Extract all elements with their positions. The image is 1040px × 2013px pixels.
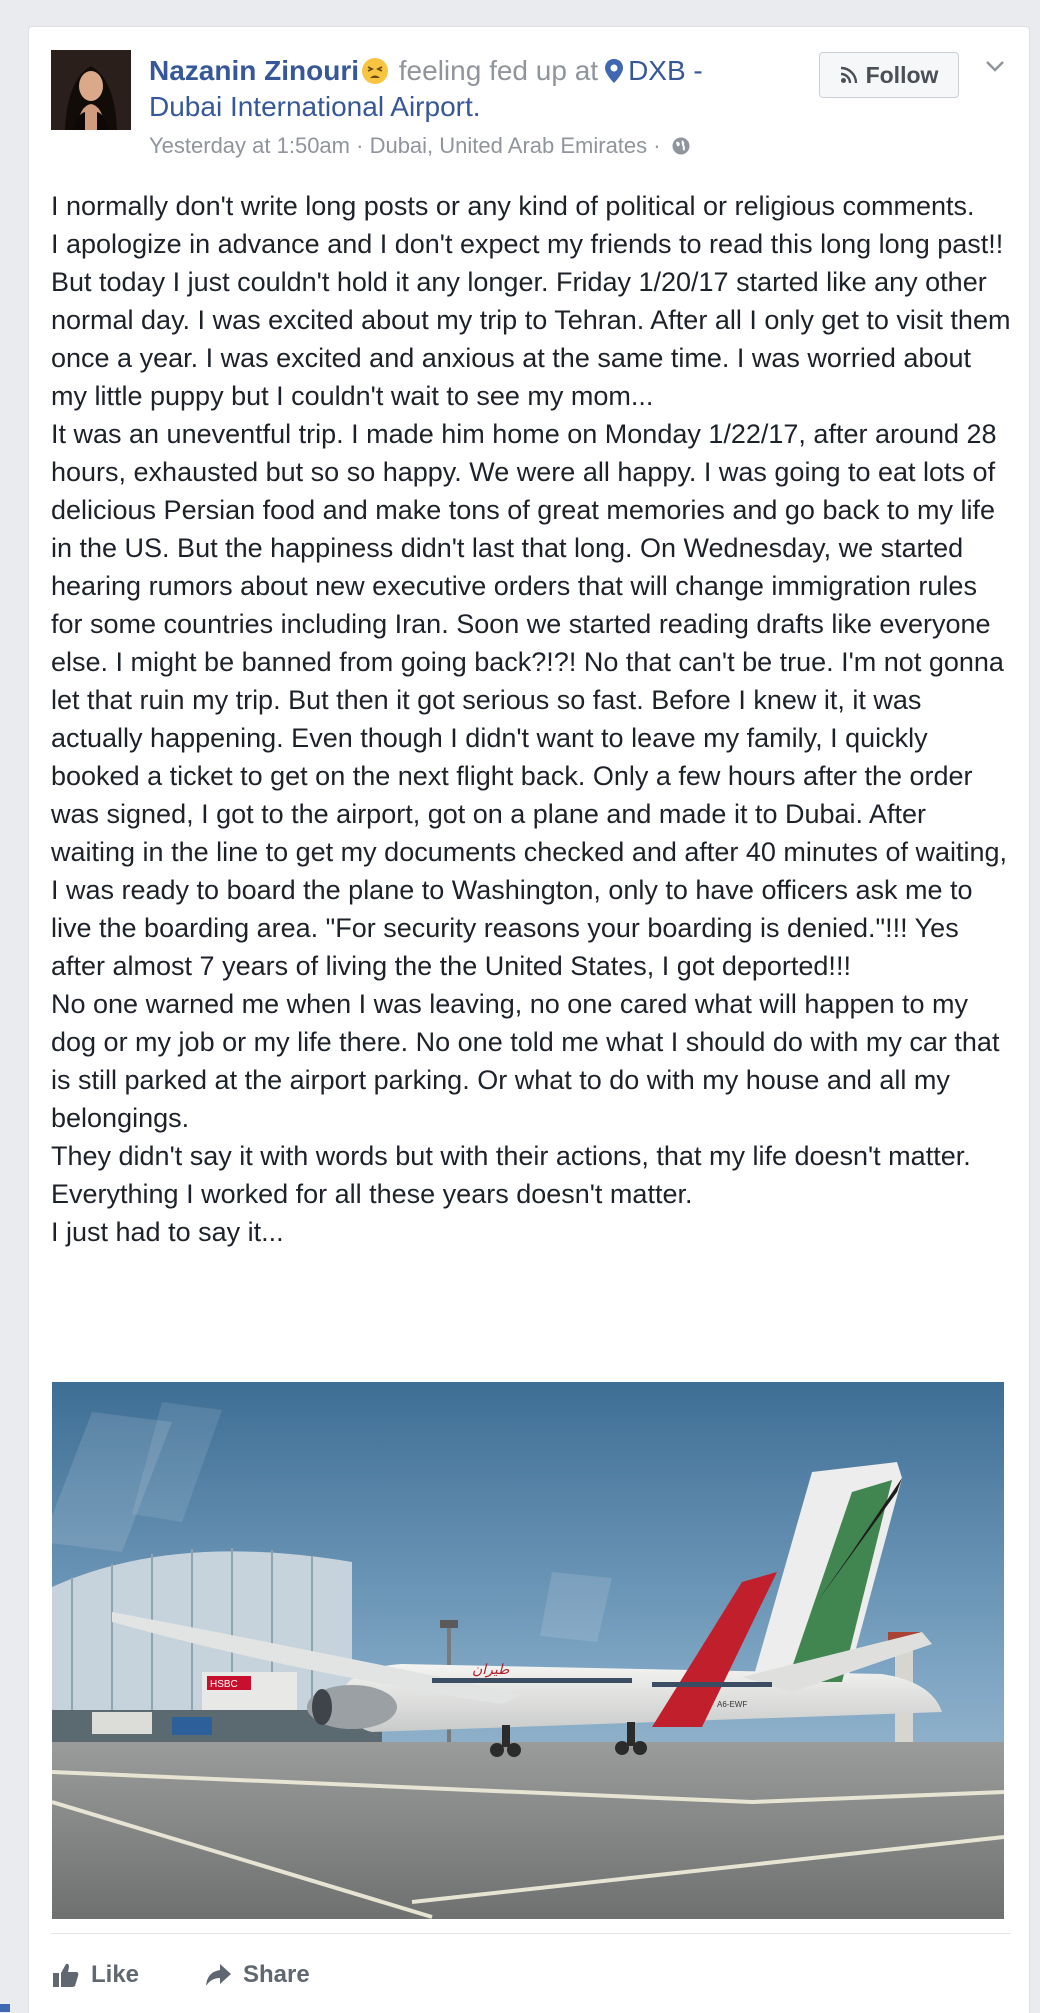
like-label: Like [91,1961,140,1988]
airplane-photo [52,1382,1004,1919]
author-name[interactable]: Nazanin Zinouri [149,55,359,86]
map-pin-icon [604,57,624,83]
rss-icon [840,66,858,84]
post-card [28,26,1030,2013]
svg-text:طيران: طيران [472,1661,510,1677]
share-arrow-icon [203,1960,233,1990]
avatar[interactable] [51,50,131,130]
paragraph: But today I just couldn't hold it any longer. Friday 1/20/17 started like any other normal day. I was excited about my trip to Tehran. After all I only get to visit them once a year. I was excited and anxious at the same time. I was worried about my little puppy but I couldn't wait to see my mom... [51,267,1011,411]
hsbc-sign: HSBC [210,1679,238,1690]
paragraph: I just had to say it... [51,1217,284,1247]
chevron-down-icon[interactable] [983,55,1007,79]
paragraph: No one warned me when I was leaving, no one cared what will happen to my dog or my job or my life there. No one told me what I should do with my car that is still parked at the airport parking. Or what to do with my house and all my belongings. [51,989,1000,1133]
share-label: Share [243,1961,310,1988]
follow-button[interactable] [819,52,959,98]
paragraph: It was an uneventful trip. I made him home on Monday 1/22/17, after around 28 hours, exhausted but so so happy. We were all happy. I was going to eat lots of delicious Persian food and make tons of great memories and go back to my life in the US. But the happiness didn't last that long. On Wednesday, we started hearing rumors about new executive orders that will change immigration rules for some countries including Iran. Soon we started reading drafts like everyone else. I might be banned from going back?!?! No that can't be true. I'm not gonna let that ruin my trip. But then it got serious so fast. Before I knew it, it was actually happening. Even though I didn't want to leave my family, I quickly booked a ticket to get on the next flight back. Only a few hours after the order was signed, I got to the airport, got on a plane and made it to Dubai. After waiting in the line to get my documents checked and after 40 minutes of waiting, I was ready to board the plane to Washington, only to have officers ask me to live the boarding area. "For security reasons your boarding is denied."!!! Yes after almost 7 years of living the the United States, I got deported!!! [51,419,1008,981]
paragraph: I normally don't write long posts or any kind of political or religious comments. [51,191,975,221]
place-link[interactable]: Dubai, United Arab Emirates [369,133,648,158]
post-body [51,187,1011,1251]
aircraft-registration: A6-EWF [717,1700,748,1709]
feeling-text: feeling fed up at [398,55,599,86]
avatar-photo [51,50,131,130]
post-actions [51,1933,1011,2004]
timestamp[interactable]: Yesterday at 1:50am [149,133,350,158]
bottom-accent [0,2004,10,2012]
post-photo[interactable] [52,1382,1004,1919]
follow-label: Follow [865,61,939,88]
share-button[interactable] [203,1960,310,1990]
tired-face-emoji [361,57,389,85]
paragraph: They didn't say it with words but with their actions, that my life doesn't matter. Everything I worked for all these years doesn't matter. [51,1141,971,1209]
meta-separator: · [653,133,661,158]
location-link[interactable]: DXB - Dubai International Airport. [149,55,703,122]
paragraph: I apologize in advance and I don't expect my friends to read this long long past!! [51,229,1004,259]
post-meta [149,131,691,161]
meta-separator: · [356,133,364,158]
globe-icon[interactable] [671,134,691,154]
thumbs-up-icon [51,1960,81,1990]
post-header [149,53,749,125]
like-button[interactable] [51,1960,139,1990]
